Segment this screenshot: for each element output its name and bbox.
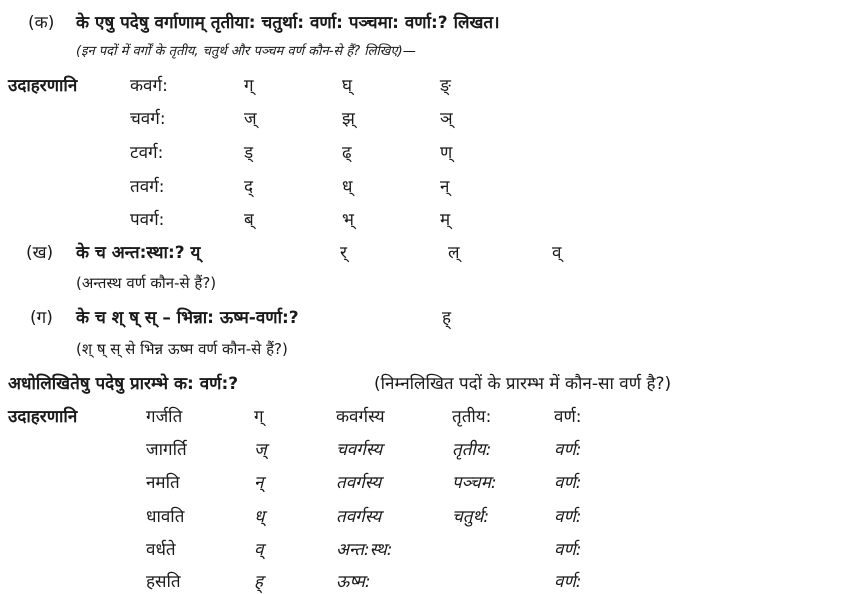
q-kha-letter: ल् [448,243,460,263]
position-cell: तृतीय: [452,440,492,460]
varga-fourth: ढ् [342,143,352,163]
varga-name: टवर्ग: [130,143,164,163]
q-ga-hint: (श् ष् स् से भिन्न ऊष्म वर्ण कौन-से हैं?) [76,340,288,358]
varga-fifth: ञ् [440,109,453,129]
varna-cell: वर्ण: [554,407,582,427]
word-cell: जागर्ति [146,440,187,460]
varga-cell: कवर्गस्य [336,407,385,427]
position-cell: तृतीय: [452,407,492,427]
q-kha-question: के च अन्त:स्था:? य् [76,243,201,263]
q-kha-letter: व् [552,243,562,263]
varna-cell: वर्ण: [554,440,582,460]
varga-fourth: भ् [342,210,354,230]
varga-cell: अन्त:स्थ: [336,540,393,560]
varna-cell: वर्ण: [554,473,582,493]
varga-cell: तवर्गस्य [336,473,382,493]
q-final-hint: (निम्नलिखित पदों के प्रारम्भ में कौन-सा वर्ण है?) [374,374,672,394]
varga-fourth: झ् [342,109,355,129]
varga-fourth: घ् [342,76,353,96]
varga-fifth: ङ् [440,76,451,96]
varga-third: ड् [244,143,254,163]
varga-name: कवर्ग: [130,76,168,96]
q-ga-label: (ग) [30,308,53,328]
varga-fifth: न् [440,177,450,197]
varga-cell: तवर्गस्य [336,507,382,527]
varga-third: द् [244,177,254,197]
q-ka-label: (क) [28,13,55,33]
word-cell: नमति [146,473,180,493]
initial-letter-cell: ज् [254,440,267,460]
examples-label: उदाहरणानि [8,407,78,427]
q-ga-question: के च श् ष् स् – भिन्ना: ऊष्म-वर्णा:? [76,308,299,328]
initial-letter-cell: ग् [254,407,264,427]
varga-name: पवर्ग: [130,210,165,230]
examples-label: उदाहरणानि [8,76,78,96]
varga-cell: ऊष्म: [336,572,371,592]
q-kha-hint: (अन्तस्थ वर्ण कौन-से हैं?) [76,274,217,292]
varga-third: ज् [244,109,257,129]
position-cell: पञ्चम: [452,473,497,493]
initial-letter-cell: व् [254,540,264,560]
word-cell: वर्धते [146,540,176,560]
q-final-question: अधोलिखितेषु पदेषु प्रारम्भे क: वर्ण:? [8,374,239,394]
varga-name: तवर्ग: [130,177,165,197]
q-ka-hint: (इन पदों में वर्गों के तृतीय, चतुर्थ और पञ्चम वर्ण कौन-से हैं? लिखिए)— [76,44,416,59]
initial-letter-cell: न् [254,473,264,493]
word-cell: धावति [146,507,185,527]
position-cell: चतुर्थ: [452,507,490,527]
q-ka-question: के एषु पदेषु वर्गाणाम् तृतीया: चतुर्था: वर्णा: पञ्चमा: वर्णा:? लिखत। [76,13,500,33]
varga-fifth: म् [440,210,451,230]
varga-name: चवर्ग: [130,109,166,129]
varna-cell: वर्ण: [554,572,582,592]
varga-fourth: ध् [342,177,353,197]
q-kha-label: (ख) [26,243,54,263]
word-cell: हसति [146,572,181,592]
q-kha-letter: र् [340,243,347,263]
varga-third: ग् [244,76,254,96]
varga-third: ब् [244,210,254,230]
varga-fifth: ण् [440,143,453,163]
varga-cell: चवर्गस्य [336,440,383,460]
word-cell: गर्जति [146,407,183,427]
q-ga-answer: ह् [442,308,452,328]
initial-letter-cell: ध् [254,507,265,527]
varna-cell: वर्ण: [554,507,582,527]
varna-cell: वर्ण: [554,540,582,560]
initial-letter-cell: ह् [254,572,264,592]
